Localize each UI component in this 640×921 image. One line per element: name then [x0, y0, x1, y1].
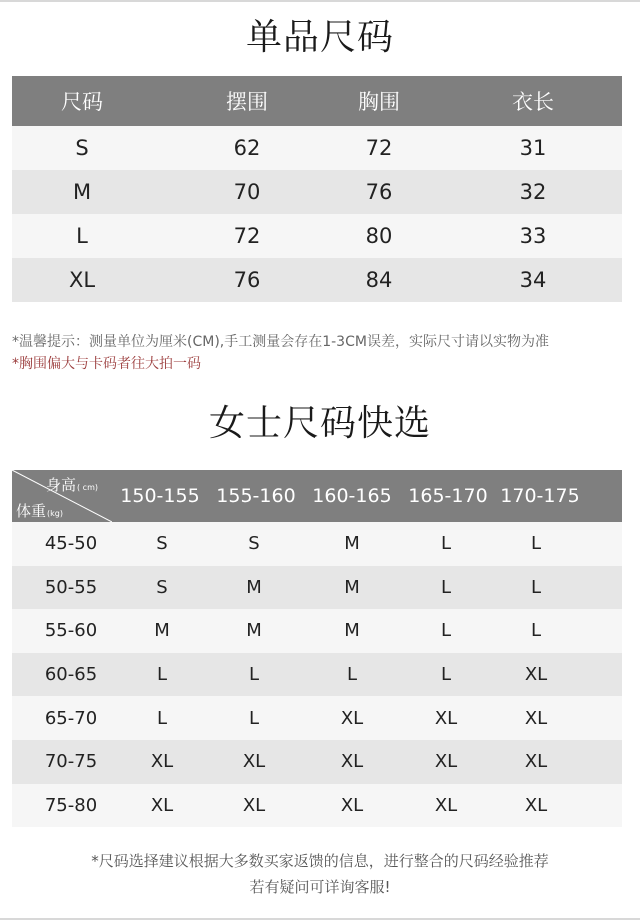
- size-cell: L: [530, 533, 542, 555]
- size-cell: L: [156, 664, 168, 686]
- size-cell: XL: [434, 794, 458, 816]
- hem-cell: 72: [233, 224, 261, 248]
- bust-cell: 76: [365, 180, 393, 204]
- height-header: 165-170: [408, 485, 488, 507]
- height-label-text: 身高: [46, 476, 77, 494]
- size-cell: XL: [340, 751, 364, 773]
- size-cell: XL: [68, 268, 96, 292]
- size-cell: L: [248, 664, 260, 686]
- length-cell: 34: [519, 268, 547, 292]
- size-cell: M: [154, 620, 170, 642]
- height-header: 170-175: [500, 485, 580, 507]
- weight-cell: 60-65: [44, 664, 98, 686]
- size-cell: XL: [242, 751, 266, 773]
- size-cell: M: [344, 620, 360, 642]
- size-cell: L: [76, 224, 88, 248]
- size-cell: XL: [524, 707, 548, 729]
- table-row: [12, 214, 622, 258]
- length-cell: 31: [519, 136, 547, 160]
- size-cell: XL: [524, 751, 548, 773]
- table-row: [12, 258, 622, 302]
- bust-cell: 84: [365, 268, 393, 292]
- measurement-note: *温馨提示：测量单位为厘米(CM),手工测量会存在1-3CM误差，实际尺寸请以实物为准: [12, 334, 549, 350]
- recommendation-note: *尺码选择建议根据大多数买家返馈的信息，进行整合的尺码经验推荐: [91, 852, 549, 870]
- top-divider: [0, 0, 640, 2]
- quick-size-title: 女士尺码快选: [208, 403, 431, 444]
- quick-size-table: [12, 470, 622, 827]
- height-header: 155-160: [216, 485, 296, 507]
- weight-unit: (kg): [47, 509, 63, 518]
- height-unit: ( cm): [77, 483, 98, 492]
- size-cell: XL: [434, 707, 458, 729]
- size-cell: L: [156, 707, 168, 729]
- header-bust: 胸围: [358, 90, 400, 114]
- table-row: [12, 522, 622, 566]
- bust-cell: 80: [365, 224, 393, 248]
- weight-label-text: 体重: [16, 502, 47, 520]
- table-row: [12, 784, 622, 828]
- size-cell: L: [440, 664, 452, 686]
- size-cell: L: [440, 620, 452, 642]
- product-size-title: 单品尺码: [245, 17, 394, 58]
- table-row: [12, 566, 622, 610]
- header-hem: 摆围: [226, 90, 268, 114]
- size-cell: L: [440, 533, 452, 555]
- height-weight-corner-cell: [12, 470, 112, 522]
- size-cell: XL: [524, 664, 548, 686]
- size-cell: XL: [150, 794, 174, 816]
- height-label: [46, 474, 98, 495]
- size-cell: XL: [340, 794, 364, 816]
- size-cell: M: [72, 180, 92, 204]
- hem-cell: 70: [233, 180, 261, 204]
- weight-cell: 75-80: [44, 794, 98, 816]
- size-cell: S: [156, 533, 168, 555]
- customer-service-note: 若有疑问可详询客服!: [249, 878, 391, 896]
- weight-label: [16, 500, 63, 521]
- table-row: [12, 740, 622, 784]
- size-cell: S: [156, 576, 168, 598]
- weight-cell: 65-70: [44, 707, 98, 729]
- weight-cell: 45-50: [44, 533, 98, 555]
- bottom-divider: [0, 918, 640, 920]
- size-cell: L: [530, 620, 542, 642]
- weight-cell: 50-55: [44, 576, 98, 598]
- hem-cell: 76: [233, 268, 261, 292]
- size-cell: XL: [242, 794, 266, 816]
- size-cell: M: [344, 576, 360, 598]
- weight-cell: 70-75: [44, 751, 98, 773]
- size-cell: XL: [524, 794, 548, 816]
- size-cell: S: [75, 136, 89, 160]
- size-cell: XL: [150, 751, 174, 773]
- table-row: [12, 126, 622, 170]
- size-cell: L: [346, 664, 358, 686]
- bust-advice-note: *胸围偏大与卡码者往大拍一码: [12, 356, 201, 372]
- header-size: 尺码: [61, 90, 103, 114]
- table-row: [12, 696, 622, 740]
- table-row: [12, 170, 622, 214]
- height-header: 160-165: [312, 485, 392, 507]
- size-cell: S: [248, 533, 260, 555]
- length-cell: 33: [519, 224, 547, 248]
- table-row: [12, 609, 622, 653]
- hem-cell: 62: [233, 136, 261, 160]
- size-cell: M: [246, 576, 262, 598]
- size-cell: L: [530, 576, 542, 598]
- bust-cell: 72: [365, 136, 393, 160]
- size-cell: L: [440, 576, 452, 598]
- product-size-header-row: [12, 76, 622, 126]
- size-cell: M: [344, 533, 360, 555]
- quick-size-header-row: [12, 470, 622, 522]
- table-row: [12, 653, 622, 697]
- height-header: 150-155: [120, 485, 200, 507]
- header-length: 衣长: [512, 90, 554, 114]
- size-cell: XL: [434, 751, 458, 773]
- length-cell: 32: [519, 180, 547, 204]
- weight-cell: 55-60: [44, 620, 98, 642]
- size-cell: M: [246, 620, 262, 642]
- size-cell: L: [248, 707, 260, 729]
- product-size-table: [12, 76, 622, 302]
- size-cell: XL: [340, 707, 364, 729]
